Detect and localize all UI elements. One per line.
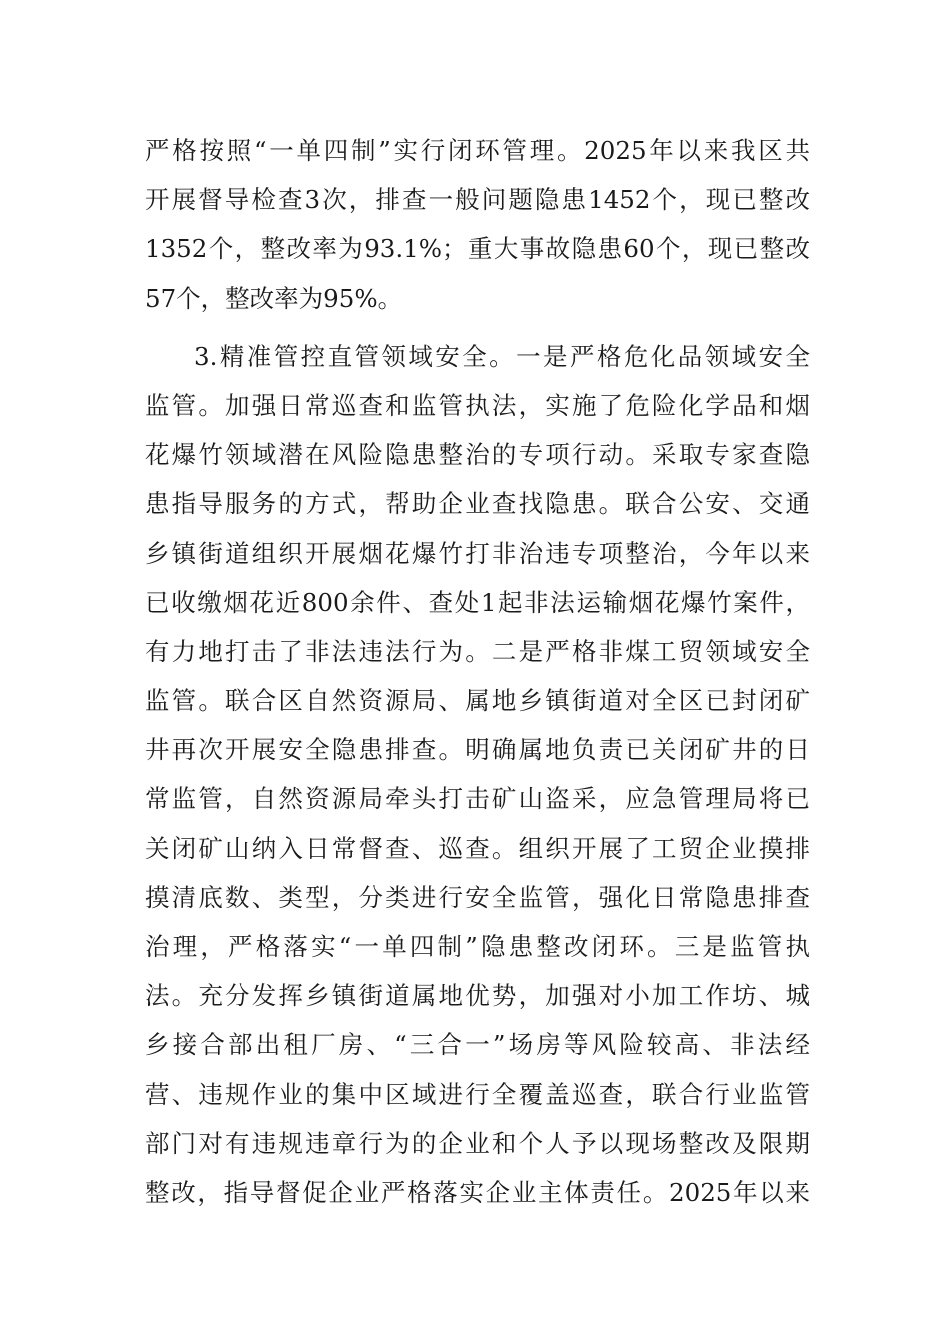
paragraph-line: 关闭矿山纳入日常督查、巡查。组织开展了工贸企业摸排 xyxy=(145,833,810,863)
paragraph-line: 治理，严格落实“一单四制”隐患整改闭环。三是监管执 xyxy=(145,932,810,961)
paragraph-line: 常监管，自然资源局牵头打击矿山盗采，应急管理局将已 xyxy=(145,784,810,814)
paragraph-line: 3.精准管控直管领域安全。一是严格危化品领域安全 xyxy=(194,341,810,371)
paragraph-line: 患指导服务的方式，帮助企业查找隐患。联合公安、交通 xyxy=(145,489,810,519)
paragraph-line: 监管。联合区自然资源局、属地乡镇街道对全区已封闭矿 xyxy=(145,686,810,716)
document-body xyxy=(145,126,810,1217)
paragraph-line: 摸清底数、类型，分类进行安全监管，强化日常隐患排查 xyxy=(145,882,810,912)
paragraph-line: 有力地打击了非法违法行为。二是严格非煤工贸领域安全 xyxy=(145,636,810,666)
paragraph-line: 部门对有违规违章行为的企业和个人予以现场整改及限期 xyxy=(145,1128,810,1158)
paragraph-line: 1352个，整改率为93.1%；重大事故隐患60个，现已整改 xyxy=(145,234,810,264)
paragraph-gap xyxy=(145,323,810,332)
paragraph-line: 57个，整改率为95%。 xyxy=(145,283,403,313)
paragraph-line: 井再次开展安全隐患排查。明确属地负责已关闭矿井的日 xyxy=(145,735,810,765)
paragraph-2 xyxy=(145,332,810,1217)
paragraph-line: 营、违规作业的集中区域进行全覆盖巡查，联合行业监管 xyxy=(145,1079,810,1109)
paragraph-line: 监管。加强日常巡查和监管执法，实施了危险化学品和烟 xyxy=(145,390,810,420)
paragraph-line: 法。充分发挥乡镇街道属地优势，加强对小加工作坊、城 xyxy=(145,981,810,1011)
paragraph-line: 严格按照“一单四制”实行闭环管理。2025年以来我区共 xyxy=(145,136,810,165)
paragraph-1 xyxy=(145,126,810,323)
paragraph-line: 整改，指导督促企业严格落实企业主体责任。2025年以来 xyxy=(145,1177,810,1207)
paragraph-line: 乡镇街道组织开展烟花爆竹打非治违专项整治，今年以来 xyxy=(145,538,810,568)
paragraph-line: 花爆竹领域潜在风险隐患整治的专项行动。采取专家查隐 xyxy=(145,440,810,470)
paragraph-line: 开展督导检查3次，排查一般问题隐患1452个，现已整改 xyxy=(145,185,810,215)
paragraph-line: 乡接合部出租厂房、“三合一”场房等风险较高、非法经 xyxy=(145,1030,810,1060)
paragraph-line: 已收缴烟花近800余件、查处1起非法运输烟花爆竹案件， xyxy=(145,587,810,617)
